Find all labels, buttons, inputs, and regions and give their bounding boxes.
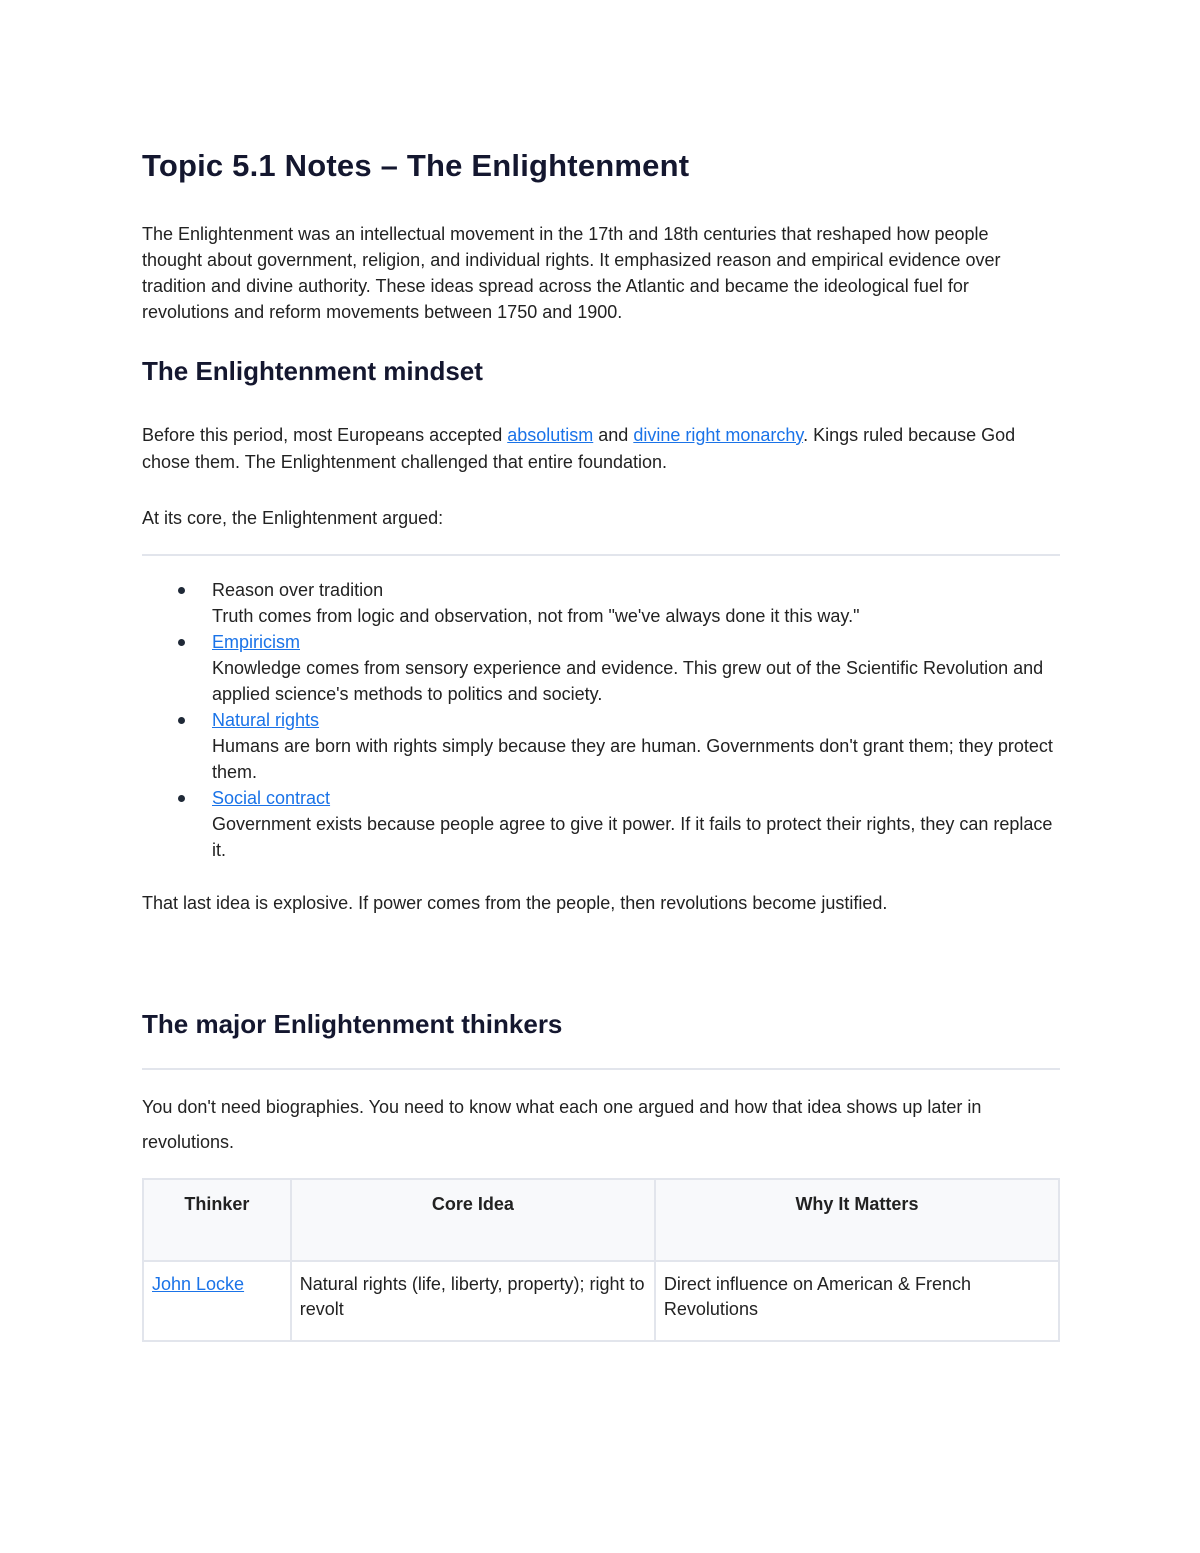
mindset-text-before: Before this period, most Europeans accepted	[142, 425, 508, 445]
mindset-text-mid: and	[593, 425, 634, 445]
absolutism-link[interactable]: absolutism	[507, 425, 594, 445]
bullet-term-reason: Reason over tradition	[212, 580, 384, 600]
bullet-desc: Government exists because people agree to give it power. If it fails to protect their rights, they can replace it.	[212, 814, 1053, 860]
column-header-why-it-matters: Why It Matters	[655, 1179, 1059, 1261]
social-contract-link[interactable]: Social contract	[212, 788, 331, 808]
divider	[142, 1068, 1060, 1070]
mindset-heading: The Enlightenment mindset	[142, 356, 483, 386]
thinkers-heading: The major Enlightenment thinkers	[142, 1009, 563, 1039]
natural-rights-link[interactable]: Natural rights	[212, 710, 320, 730]
closing-paragraph: That last idea is explosive. If power comes from the people, then revolutions become justified.	[142, 893, 888, 913]
bullet-desc: Knowledge comes from sensory experience and evidence. This grew out of the Scientific Revolution and applied science's methods to politics and society.	[212, 658, 1044, 704]
core-ideas-list	[142, 577, 1060, 863]
intro-paragraph: The Enlightenment was an intellectual movement in the 17th and 18th centuries that reshaped how people thought about government, religion, and individual rights. It emphasized reason and empirical evidence over tradition and divine authority. These ideas spread across the Atlantic and became the ideological fuel for revolutions and reform movements between 1750 and 1900.	[142, 224, 1001, 322]
list-item	[142, 629, 1060, 707]
thinkers-table	[142, 1178, 1060, 1342]
column-header-core-idea: Core Idea	[291, 1179, 655, 1261]
thinkers-intro: You don't need biographies. You need to know what each one argued and how that idea shows up later in revolutions.	[142, 1097, 982, 1152]
table-cell-thinker	[143, 1261, 291, 1341]
bullet-icon	[178, 795, 185, 802]
divine-right-monarchy-link[interactable]: divine right monarchy	[633, 425, 804, 445]
bullet-icon	[178, 587, 185, 594]
john-locke-link[interactable]: John Locke	[152, 1274, 245, 1294]
empiricism-link[interactable]: Empiricism	[212, 632, 300, 652]
bullet-icon	[178, 639, 185, 646]
table-row	[143, 1261, 1059, 1341]
bullet-icon	[178, 717, 185, 724]
core-argument-intro: At its core, the Enlightenment argued:	[142, 508, 444, 528]
table-cell-why-it-matters: Direct influence on American & French Revolutions	[655, 1261, 1059, 1341]
table-header-row	[143, 1179, 1059, 1261]
table-cell-core-idea: Natural rights (life, liberty, property); right to revolt	[291, 1261, 655, 1341]
bullet-desc: Humans are born with rights simply because they are human. Governments don't grant them; they protect them.	[212, 736, 1053, 782]
mindset-text-after: . Kings ruled because God chose them. The Enlightenment challenged that entire foundation.	[142, 425, 1016, 472]
list-item	[142, 577, 1060, 629]
column-header-thinker: Thinker	[143, 1179, 291, 1261]
divider	[142, 554, 1060, 556]
bullet-desc: Truth comes from logic and observation, not from "we've always done it this way."	[212, 606, 860, 626]
list-item	[142, 707, 1060, 785]
list-item	[142, 785, 1060, 863]
mindset-paragraph	[142, 422, 1060, 476]
page-title: Topic 5.1 Notes – The Enlightenment	[142, 148, 690, 183]
